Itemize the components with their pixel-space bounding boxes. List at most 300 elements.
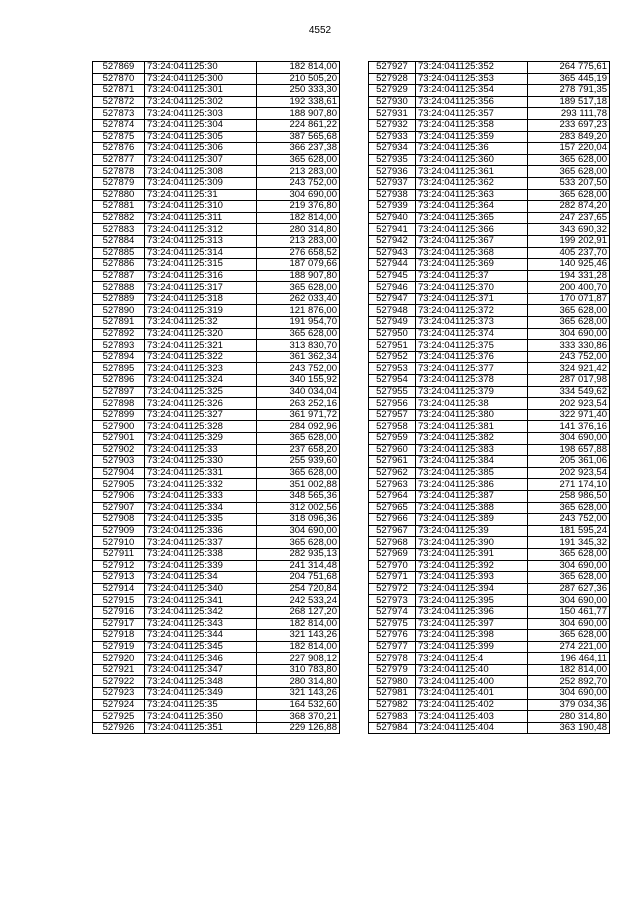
row-number: 527977: [369, 641, 416, 653]
table-row: [369, 259, 610, 271]
table-row: [93, 479, 340, 491]
table-row: [93, 676, 340, 688]
cadastral-value: 368 370,21: [257, 711, 340, 723]
table-row: [93, 62, 340, 74]
table-row: [93, 270, 340, 282]
row-number: 527918: [93, 630, 145, 642]
cadastral-value: 274 221,00: [528, 641, 610, 653]
table-row: [93, 212, 340, 224]
table-row: [93, 317, 340, 329]
table-row: [369, 317, 610, 329]
cadastral-value: 405 237,70: [528, 247, 610, 259]
cadastral-value: 310 783,80: [257, 664, 340, 676]
cadastral-value: 365 628,00: [257, 467, 340, 479]
cadastral-value: 321 143,26: [257, 630, 340, 642]
row-number: 527892: [93, 328, 145, 340]
cadastral-number: 73:24:041125:392: [416, 560, 528, 572]
cadastral-value: 200 400,70: [528, 282, 610, 294]
row-number: 527980: [369, 676, 416, 688]
cadastral-value: 191 345,32: [528, 537, 610, 549]
table-row: [93, 177, 340, 189]
cadastral-value: 237 658,20: [257, 444, 340, 456]
cadastral-number: 73:24:041125:391: [416, 548, 528, 560]
cadastral-value: 280 314,80: [257, 676, 340, 688]
row-number: 527924: [93, 699, 145, 711]
row-number: 527902: [93, 444, 145, 456]
row-number: 527932: [369, 119, 416, 131]
cadastral-value: 351 002,88: [257, 479, 340, 491]
row-number: 527955: [369, 386, 416, 398]
cadastral-number: 73:24:041125:366: [416, 224, 528, 236]
row-number: 527911: [93, 548, 145, 560]
cadastral-value: 219 376,80: [257, 201, 340, 213]
row-number: 527926: [93, 722, 145, 734]
cadastral-number: 73:24:041125:358: [416, 119, 528, 131]
row-number: 527922: [93, 676, 145, 688]
row-number: 527952: [369, 351, 416, 363]
row-number: 527976: [369, 630, 416, 642]
cadastral-number: 73:24:041125:386: [416, 479, 528, 491]
table-row: [93, 224, 340, 236]
row-number: 527975: [369, 618, 416, 630]
table-right: [368, 61, 610, 734]
row-number: 527966: [369, 514, 416, 526]
table-row: [93, 421, 340, 433]
cadastral-number: 73:24:041125:331: [145, 467, 257, 479]
row-number: 527934: [369, 143, 416, 155]
row-number: 527950: [369, 328, 416, 340]
cadastral-number: 73:24:041125:364: [416, 201, 528, 213]
table-row: [369, 676, 610, 688]
cadastral-value: 210 505,20: [257, 73, 340, 85]
cadastral-number: 73:24:041125:375: [416, 340, 528, 352]
cadastral-number: 73:24:041125:398: [416, 630, 528, 642]
row-number: 527909: [93, 525, 145, 537]
table-row: [93, 96, 340, 108]
table-row: [369, 270, 610, 282]
cadastral-value: 280 314,80: [257, 224, 340, 236]
cadastral-number: 73:24:041125:381: [416, 421, 528, 433]
cadastral-number: 73:24:041125:379: [416, 386, 528, 398]
cadastral-number: 73:24:041125:338: [145, 548, 257, 560]
cadastral-number: 73:24:041125:305: [145, 131, 257, 143]
table-row: [369, 235, 610, 247]
cadastral-number: 73:24:041125:324: [145, 375, 257, 387]
table-row: [369, 143, 610, 155]
cadastral-value: 278 791,35: [528, 85, 610, 97]
cadastral-number: 73:24:041125:310: [145, 201, 257, 213]
cadastral-value: 181 595,24: [528, 525, 610, 537]
cadastral-number: 73:24:041125:362: [416, 177, 528, 189]
table-row: [369, 572, 610, 584]
table-row: [369, 688, 610, 700]
table-row: [93, 699, 340, 711]
cadastral-value: 243 752,00: [257, 177, 340, 189]
cadastral-number: 73:24:041125:319: [145, 305, 257, 317]
cadastral-value: 366 237,38: [257, 143, 340, 155]
cadastral-value: 213 283,00: [257, 235, 340, 247]
row-number: 527964: [369, 490, 416, 502]
cadastral-value: 255 939,60: [257, 456, 340, 468]
table-row: [369, 699, 610, 711]
row-number: 527939: [369, 201, 416, 213]
cadastral-value: 140 925,46: [528, 259, 610, 271]
row-number: 527873: [93, 108, 145, 120]
table-row: [93, 189, 340, 201]
table-row: [369, 606, 610, 618]
table-row: [93, 630, 340, 642]
cadastral-number: 73:24:041125:378: [416, 375, 528, 387]
cadastral-value: 164 532,60: [257, 699, 340, 711]
cadastral-value: 205 361,06: [528, 456, 610, 468]
cadastral-number: 73:24:041125:313: [145, 235, 257, 247]
table-row: [369, 73, 610, 85]
row-number: 527906: [93, 490, 145, 502]
table-row: [93, 363, 340, 375]
cadastral-value: 282 935,13: [257, 548, 340, 560]
table-row: [369, 328, 610, 340]
cadastral-value: 254 720,84: [257, 583, 340, 595]
cadastral-value: 304 690,00: [257, 525, 340, 537]
cadastral-value: 191 954,70: [257, 317, 340, 329]
cadastral-value: 271 174,10: [528, 479, 610, 491]
cadastral-value: 365 628,00: [528, 572, 610, 584]
table-row: [369, 177, 610, 189]
cadastral-number: 73:24:041125:316: [145, 270, 257, 282]
cadastral-value: 365 628,00: [257, 433, 340, 445]
table-row: [93, 711, 340, 723]
cadastral-value: 182 814,00: [528, 664, 610, 676]
cadastral-number: 73:24:041125:389: [416, 514, 528, 526]
table-row: [369, 537, 610, 549]
cadastral-value: 243 752,00: [528, 514, 610, 526]
cadastral-number: 73:24:041125:333: [145, 490, 257, 502]
table-row: [93, 572, 340, 584]
row-number: 527880: [93, 189, 145, 201]
table-row: [369, 433, 610, 445]
row-number: 527913: [93, 572, 145, 584]
cadastral-number: 73:24:041125:354: [416, 85, 528, 97]
row-number: 527870: [93, 73, 145, 85]
cadastral-number: 73:24:041125:340: [145, 583, 257, 595]
cadastral-number: 73:24:041125:360: [416, 154, 528, 166]
row-number: 527910: [93, 537, 145, 549]
cadastral-number: 73:24:041125:363: [416, 189, 528, 201]
cadastral-number: 73:24:041125:4: [416, 653, 528, 665]
row-number: 527897: [93, 386, 145, 398]
cadastral-value: 365 445,19: [528, 73, 610, 85]
cadastral-value: 182 814,00: [257, 62, 340, 74]
table-row: [93, 490, 340, 502]
row-number: 527927: [369, 62, 416, 74]
cadastral-value: 343 690,32: [528, 224, 610, 236]
table-row: [369, 189, 610, 201]
row-number: 527915: [93, 595, 145, 607]
row-number: 527889: [93, 293, 145, 305]
cadastral-value: 318 096,36: [257, 514, 340, 526]
table-row: [93, 560, 340, 572]
cadastral-value: 379 034,36: [528, 699, 610, 711]
table-row: [93, 351, 340, 363]
cadastral-number: 73:24:041125:33: [145, 444, 257, 456]
row-number: 527879: [93, 177, 145, 189]
cadastral-number: 73:24:041125:359: [416, 131, 528, 143]
cadastral-value: 304 690,00: [528, 433, 610, 445]
cadastral-number: 73:24:041125:352: [416, 62, 528, 74]
table-row: [93, 247, 340, 259]
cadastral-value: 233 697,23: [528, 119, 610, 131]
cadastral-number: 73:24:041125:301: [145, 85, 257, 97]
cadastral-value: 365 628,00: [257, 537, 340, 549]
cadastral-number: 73:24:041125:318: [145, 293, 257, 305]
cadastral-value: 229 126,88: [257, 722, 340, 734]
cadastral-number: 73:24:041125:357: [416, 108, 528, 120]
table-row: [369, 490, 610, 502]
cadastral-number: 73:24:041125:367: [416, 235, 528, 247]
table-row: [369, 154, 610, 166]
table-row: [369, 421, 610, 433]
cadastral-number: 73:24:041125:334: [145, 502, 257, 514]
cadastral-number: 73:24:041125:400: [416, 676, 528, 688]
cadastral-value: 196 464,11: [528, 653, 610, 665]
cadastral-value: 365 628,00: [257, 154, 340, 166]
row-number: 527983: [369, 711, 416, 723]
row-number: 527972: [369, 583, 416, 595]
cadastral-number: 73:24:041125:329: [145, 433, 257, 445]
cadastral-value: 312 002,56: [257, 502, 340, 514]
cadastral-value: 202 923,54: [528, 398, 610, 410]
cadastral-value: 365 628,00: [528, 630, 610, 642]
table-row: [93, 154, 340, 166]
row-number: 527938: [369, 189, 416, 201]
cadastral-value: 192 338,61: [257, 96, 340, 108]
row-number: 527942: [369, 235, 416, 247]
cadastral-number: 73:24:041125:346: [145, 653, 257, 665]
cadastral-value: 182 814,00: [257, 641, 340, 653]
cadastral-value: 365 628,00: [257, 282, 340, 294]
cadastral-number: 73:24:041125:365: [416, 212, 528, 224]
cadastral-number: 73:24:041125:384: [416, 456, 528, 468]
cadastral-number: 73:24:041125:40: [416, 664, 528, 676]
table-row: [369, 548, 610, 560]
cadastral-number: 73:24:041125:326: [145, 398, 257, 410]
row-number: 527951: [369, 340, 416, 352]
cadastral-value: 361 971,72: [257, 409, 340, 421]
cadastral-number: 73:24:041125:401: [416, 688, 528, 700]
table-row: [93, 595, 340, 607]
row-number: 527968: [369, 537, 416, 549]
row-number: 527945: [369, 270, 416, 282]
cadastral-number: 73:24:041125:345: [145, 641, 257, 653]
cadastral-number: 73:24:041125:348: [145, 676, 257, 688]
row-number: 527929: [369, 85, 416, 97]
row-number: 527971: [369, 572, 416, 584]
table-row: [369, 502, 610, 514]
cadastral-number: 73:24:041125:353: [416, 73, 528, 85]
cadastral-value: 304 690,00: [528, 328, 610, 340]
cadastral-value: 280 314,80: [528, 711, 610, 723]
row-number: 527958: [369, 421, 416, 433]
cadastral-number: 73:24:041125:388: [416, 502, 528, 514]
cadastral-number: 73:24:041125:38: [416, 398, 528, 410]
table-row: [369, 595, 610, 607]
table-row: [369, 641, 610, 653]
cadastral-value: 187 079,66: [257, 259, 340, 271]
cadastral-number: 73:24:041125:399: [416, 641, 528, 653]
table-row: [93, 606, 340, 618]
row-number: 527949: [369, 317, 416, 329]
cadastral-number: 73:24:041125:349: [145, 688, 257, 700]
table-row: [369, 85, 610, 97]
cadastral-number: 73:24:041125:376: [416, 351, 528, 363]
cadastral-value: 333 330,86: [528, 340, 610, 352]
row-number: 527970: [369, 560, 416, 572]
row-number: 527874: [93, 119, 145, 131]
table-row: [93, 131, 340, 143]
row-number: 527969: [369, 548, 416, 560]
table-row: [369, 398, 610, 410]
row-number: 527943: [369, 247, 416, 259]
row-number: 527961: [369, 456, 416, 468]
cadastral-number: 73:24:041125:34: [145, 572, 257, 584]
row-number: 527953: [369, 363, 416, 375]
table-row: [93, 641, 340, 653]
table-row: [369, 351, 610, 363]
cadastral-value: 365 628,00: [528, 317, 610, 329]
row-number: 527883: [93, 224, 145, 236]
cadastral-value: 363 190,48: [528, 722, 610, 734]
cadastral-value: 321 143,26: [257, 688, 340, 700]
table-row: [369, 108, 610, 120]
row-number: 527907: [93, 502, 145, 514]
cadastral-value: 365 628,00: [528, 305, 610, 317]
cadastral-number: 73:24:041125:374: [416, 328, 528, 340]
table-row: [93, 108, 340, 120]
cadastral-number: 73:24:041125:377: [416, 363, 528, 375]
row-number: 527881: [93, 201, 145, 213]
cadastral-value: 258 986,50: [528, 490, 610, 502]
table-row: [93, 444, 340, 456]
table-row: [93, 328, 340, 340]
row-number: 527973: [369, 595, 416, 607]
row-number: 527967: [369, 525, 416, 537]
row-number: 527872: [93, 96, 145, 108]
row-number: 527895: [93, 363, 145, 375]
cadastral-value: 365 628,00: [528, 154, 610, 166]
row-number: 527904: [93, 467, 145, 479]
cadastral-value: 284 092,96: [257, 421, 340, 433]
table-row: [369, 363, 610, 375]
table-row: [93, 73, 340, 85]
row-number: 527935: [369, 154, 416, 166]
cadastral-number: 73:24:041125:337: [145, 537, 257, 549]
cadastral-value: 293 111,78: [528, 108, 610, 120]
table-row: [369, 224, 610, 236]
row-number: 527876: [93, 143, 145, 155]
row-number: 527903: [93, 456, 145, 468]
cadastral-value: 304 690,00: [528, 595, 610, 607]
cadastral-number: 73:24:041125:385: [416, 467, 528, 479]
row-number: 527908: [93, 514, 145, 526]
table-row: [93, 235, 340, 247]
row-number: 527956: [369, 398, 416, 410]
cadastral-number: 73:24:041125:403: [416, 711, 528, 723]
table-row: [369, 444, 610, 456]
cadastral-number: 73:24:041125:339: [145, 560, 257, 572]
cadastral-number: 73:24:041125:342: [145, 606, 257, 618]
cadastral-value: 121 876,00: [257, 305, 340, 317]
row-number: 527978: [369, 653, 416, 665]
table-row: [93, 525, 340, 537]
row-number: 527925: [93, 711, 145, 723]
row-number: 527919: [93, 641, 145, 653]
cadastral-number: 73:24:041125:302: [145, 96, 257, 108]
cadastral-number: 73:24:041125:383: [416, 444, 528, 456]
cadastral-number: 73:24:041125:350: [145, 711, 257, 723]
cadastral-value: 263 252,16: [257, 398, 340, 410]
cadastral-value: 182 814,00: [257, 618, 340, 630]
cadastral-number: 73:24:041125:336: [145, 525, 257, 537]
row-number: 527917: [93, 618, 145, 630]
table-row: [93, 340, 340, 352]
cadastral-number: 73:24:041125:382: [416, 433, 528, 445]
cadastral-value: 243 752,00: [528, 351, 610, 363]
cadastral-number: 73:24:041125:32: [145, 317, 257, 329]
cadastral-number: 73:24:041125:351: [145, 722, 257, 734]
cadastral-value: 276 658,52: [257, 247, 340, 259]
table-row: [369, 409, 610, 421]
table-row: [93, 119, 340, 131]
cadastral-value: 283 849,20: [528, 131, 610, 143]
table-row: [93, 548, 340, 560]
cadastral-number: 73:24:041125:356: [416, 96, 528, 108]
cadastral-number: 73:24:041125:393: [416, 572, 528, 584]
cadastral-number: 73:24:041125:394: [416, 583, 528, 595]
table-row: [369, 560, 610, 572]
table-row: [369, 340, 610, 352]
row-number: 527884: [93, 235, 145, 247]
table-row: [369, 653, 610, 665]
table-row: [93, 85, 340, 97]
cadastral-value: 264 775,61: [528, 62, 610, 74]
cadastral-number: 73:24:041125:380: [416, 409, 528, 421]
cadastral-number: 73:24:041125:309: [145, 177, 257, 189]
row-number: 527920: [93, 653, 145, 665]
cadastral-number: 73:24:041125:314: [145, 247, 257, 259]
cadastral-number: 73:24:041125:343: [145, 618, 257, 630]
row-number: 527899: [93, 409, 145, 421]
table-row: [369, 247, 610, 259]
table-left: [92, 61, 340, 734]
cadastral-value: 304 690,00: [528, 688, 610, 700]
cadastral-number: 73:24:041125:330: [145, 456, 257, 468]
table-row: [93, 375, 340, 387]
cadastral-value: 282 874,20: [528, 201, 610, 213]
cadastral-value: 194 331,28: [528, 270, 610, 282]
row-number: 527893: [93, 340, 145, 352]
row-number: 527944: [369, 259, 416, 271]
row-number: 527937: [369, 177, 416, 189]
row-number: 527871: [93, 85, 145, 97]
row-number: 527921: [93, 664, 145, 676]
cadastral-number: 73:24:041125:39: [416, 525, 528, 537]
table-row: [369, 131, 610, 143]
cadastral-number: 73:24:041125:341: [145, 595, 257, 607]
cadastral-number: 73:24:041125:371: [416, 293, 528, 305]
cadastral-value: 243 752,00: [257, 363, 340, 375]
cadastral-value: 189 517,18: [528, 96, 610, 108]
cadastral-number: 73:24:041125:307: [145, 154, 257, 166]
